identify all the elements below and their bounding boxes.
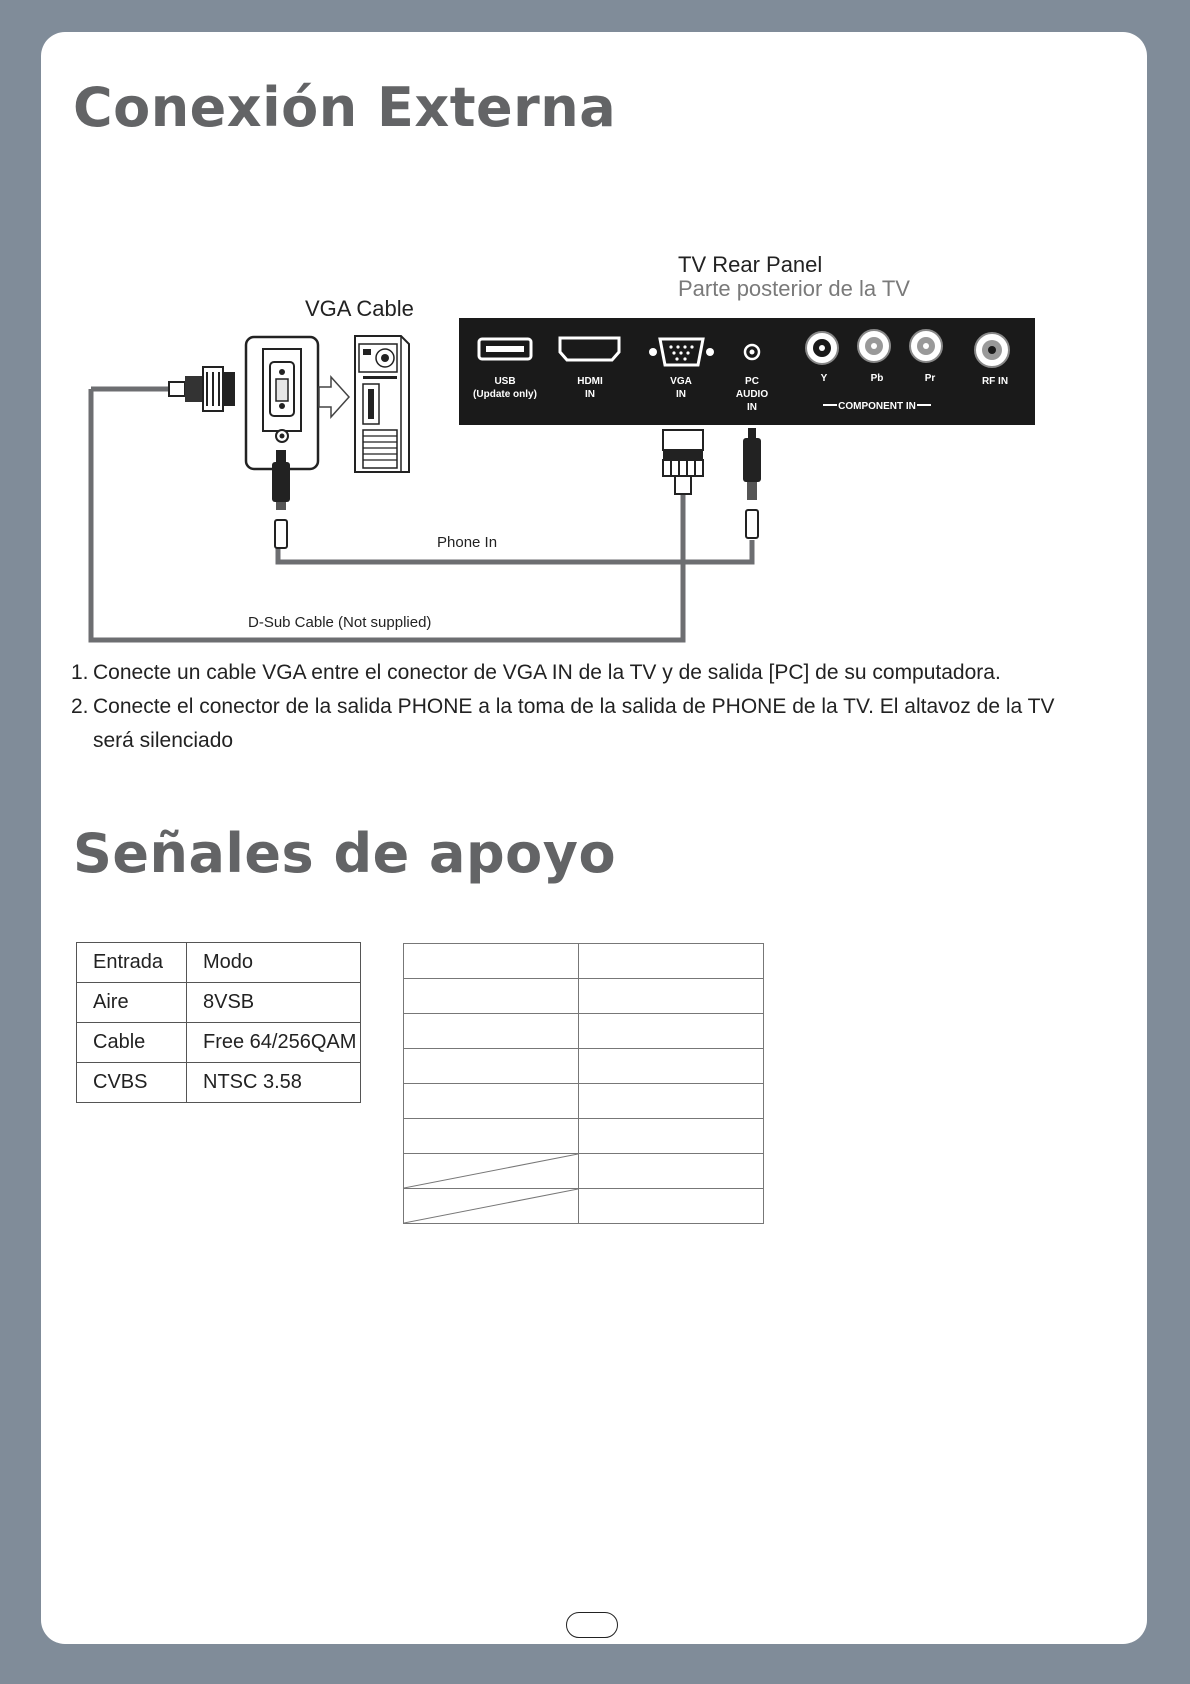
table-row — [404, 979, 764, 1014]
table-row — [404, 1049, 764, 1084]
vga-cable-label: VGA Cable — [305, 296, 414, 321]
table-cell — [579, 979, 764, 1014]
section-title-supported-signals: Señales de apoyo — [73, 822, 617, 885]
step-2 — [71, 690, 1081, 758]
table-cell — [404, 1014, 579, 1049]
table-row — [77, 943, 361, 983]
tv-rear-panel-title: TV Rear Panel — [678, 252, 823, 277]
table-row — [404, 1119, 764, 1154]
vga-plug-tv-icon — [663, 430, 703, 494]
table-row — [77, 1023, 361, 1063]
pc-audio-label-3: IN — [747, 402, 757, 413]
step-1-text: Conecte un cable VGA entre el conector de VGA IN de la TV y de salida [PC] de su computadora. — [93, 661, 1001, 684]
table-cell — [579, 1154, 764, 1189]
connection-diagram — [41, 222, 1147, 652]
table-row — [404, 1014, 764, 1049]
section-title-external-connection: Conexión Externa — [73, 76, 617, 139]
table-cell — [579, 1049, 764, 1084]
tv-rear-panel-subtitle: Parte posterior de la TV — [678, 276, 910, 301]
table-cell: Modo — [187, 943, 361, 983]
table-row — [404, 1154, 764, 1189]
table-cell-diagonal — [404, 1154, 579, 1189]
rf-in-port-icon — [975, 333, 1009, 367]
table-row — [404, 944, 764, 979]
vga-plug-pc-icon — [169, 367, 235, 411]
rf-in-label: RF IN — [981, 376, 1009, 387]
table-cell: Free 64/256QAM — [187, 1023, 361, 1063]
arrow-icon — [319, 377, 349, 417]
connection-steps — [71, 656, 1081, 758]
step-2-number: 2. — [71, 695, 89, 718]
component-pb-label: Pb — [870, 373, 884, 384]
table-cell: Cable — [77, 1023, 187, 1063]
diagonal-line — [404, 1189, 578, 1223]
component-pr-label: Pr — [924, 373, 936, 384]
table-row — [404, 1084, 764, 1119]
diagonal-line — [404, 1154, 578, 1188]
table-row — [77, 983, 361, 1023]
table-cell-diagonal — [404, 1189, 579, 1224]
table-cell — [579, 944, 764, 979]
step-1-number: 1. — [71, 661, 89, 684]
dsub-cable-label: D-Sub Cable (Not supplied) — [248, 614, 432, 631]
table-cell: Entrada — [77, 943, 187, 983]
computer-tower-icon — [355, 336, 409, 472]
table-row — [404, 1189, 764, 1224]
component-pb-port-icon — [858, 330, 890, 362]
usb-label: USB — [494, 376, 516, 387]
audio-plug-tv-icon — [743, 428, 761, 538]
table-cell: CVBS — [77, 1063, 187, 1103]
table-cell — [579, 1189, 764, 1224]
component-y-label: Y — [820, 373, 828, 384]
page-number-badge — [566, 1612, 618, 1638]
supported-signals-table — [76, 942, 361, 1103]
pc-audio-label-1: PC — [745, 376, 759, 387]
hdmi-label: HDMI — [577, 376, 603, 387]
vga-label: VGA — [670, 376, 692, 387]
table-cell — [404, 944, 579, 979]
page — [41, 32, 1147, 1644]
table-cell — [404, 1084, 579, 1119]
usb-sublabel: (Update only) — [473, 389, 537, 400]
step-1 — [71, 656, 1081, 690]
pc-back-panel-icon — [246, 337, 318, 469]
component-in-label: COMPONENT IN — [838, 401, 916, 412]
table-cell — [404, 979, 579, 1014]
table-cell — [579, 1014, 764, 1049]
table-cell: Aire — [77, 983, 187, 1023]
table-cell: NTSC 3.58 — [187, 1063, 361, 1103]
hdmi-sublabel: IN — [585, 389, 595, 400]
component-pr-port-icon — [910, 330, 942, 362]
table-row — [77, 1063, 361, 1103]
empty-signals-table — [403, 943, 764, 1224]
table-cell — [404, 1049, 579, 1084]
vga-sublabel: IN — [676, 389, 686, 400]
table-cell — [579, 1084, 764, 1119]
phone-in-label: Phone In — [437, 534, 498, 551]
table-cell — [579, 1119, 764, 1154]
step-2-text: Conecte el conector de la salida PHONE a la toma de la salida de PHONE de la TV. El altavoz de la TV será silenciado — [93, 695, 1055, 752]
component-y-port-icon — [806, 332, 838, 364]
table-cell: 8VSB — [187, 983, 361, 1023]
table-cell — [404, 1119, 579, 1154]
audio-plug-pc-icon — [272, 450, 290, 548]
pc-audio-label-2: AUDIO — [735, 389, 769, 400]
